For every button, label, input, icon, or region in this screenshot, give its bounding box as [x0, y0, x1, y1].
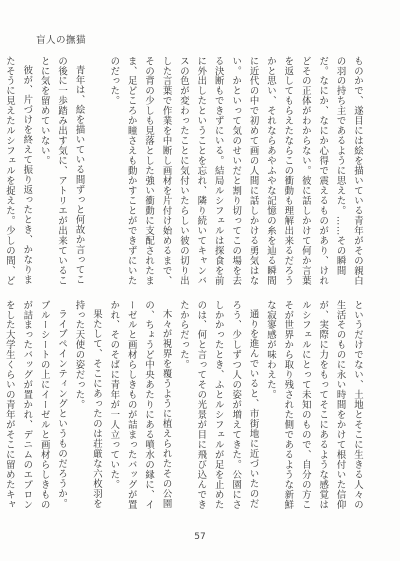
- paragraph: 通りを進んでいると、市街地に近づいたのだろう、少しずつ人の姿が増えてきた。公園にさしかかったとき、ふとルシフェルが足を止めたのは、何と言ってその光景が目に飛び込んできたからだった。: [177, 300, 259, 510]
- paragraph: 青年は、絵を描いている間ずっと何故か言ってこの後に一歩踏み出す気に、アトリエが出来ていることに気を留めていない。: [38, 56, 85, 286]
- paragraph: 彼が、片づけを終えて振り返ったとき、かなりまたそうに見えたルシフェルを捉えた。少しの間、ど: [3, 56, 33, 286]
- running-head: 盲人の撫猫: [36, 35, 87, 46]
- text-block-upper: [3, 56, 366, 286]
- section-break: [88, 56, 105, 73]
- paragraph: というだけでない、土地とそこに生きる人々の生活そのものに永い時間をかけて根付いた信仰が、実際に力をもってそこにあるような感覚はルシフェルにとって未知のもので、自分の方こそが世界から取り残された側であるような新鮮な寂寥感が味わえた。: [264, 300, 363, 510]
- text-block-lower: [3, 300, 366, 516]
- paragraph: ライブペインティングというものだろうか。ブルーシートの上にイーゼルと画材らしきものが詰まったバッグが置かれ、デニムのエプロンをした大学生くらいの青年がそこに留めたキャ: [3, 300, 68, 510]
- paragraph: ものかで、遂目には絵を描いている青年がその親白の羽の持ち主であるように思えた。……その瞬間だ。なにか、なにか心得で震えるものがあり、けれどその正体がわからない。彼に話しかけて何か言葉を返してもらえたならこの衝動も理解出来るだろうかと思い、それならあやふやな記憶の糸を辿る瞬間に近代の中で初めて画の人間に話しかける勇気はない。かといって気のせいだと割り切ってこの場を去る決断もできずにいる。結局ルシフェルは探食を前に外出したということを忘れ、隣り続いてキャンバスの色が変わったことに気付いたらしい彼の切り出した言葉で作業を中断し画材を片付け始めるまで、その背の少しも見落とした強い衝動に支配されたまま、足どころか瞳さえも動かすことができずにいたのだった。: [108, 56, 363, 286]
- paragraph: 木々が視界を覆うように植えられたその公園の、ちょうど中央あたりにある噴水の縁に、イーゼルと画材らしきものが詰まったバッグが置かれ、そのそばに青年が一人立っていた。: [108, 300, 172, 510]
- page-number: 57: [194, 532, 206, 542]
- paragraph: 果たして、そこにあったのは荘厳な六枚羽を持った天使の姿だった。: [73, 300, 102, 510]
